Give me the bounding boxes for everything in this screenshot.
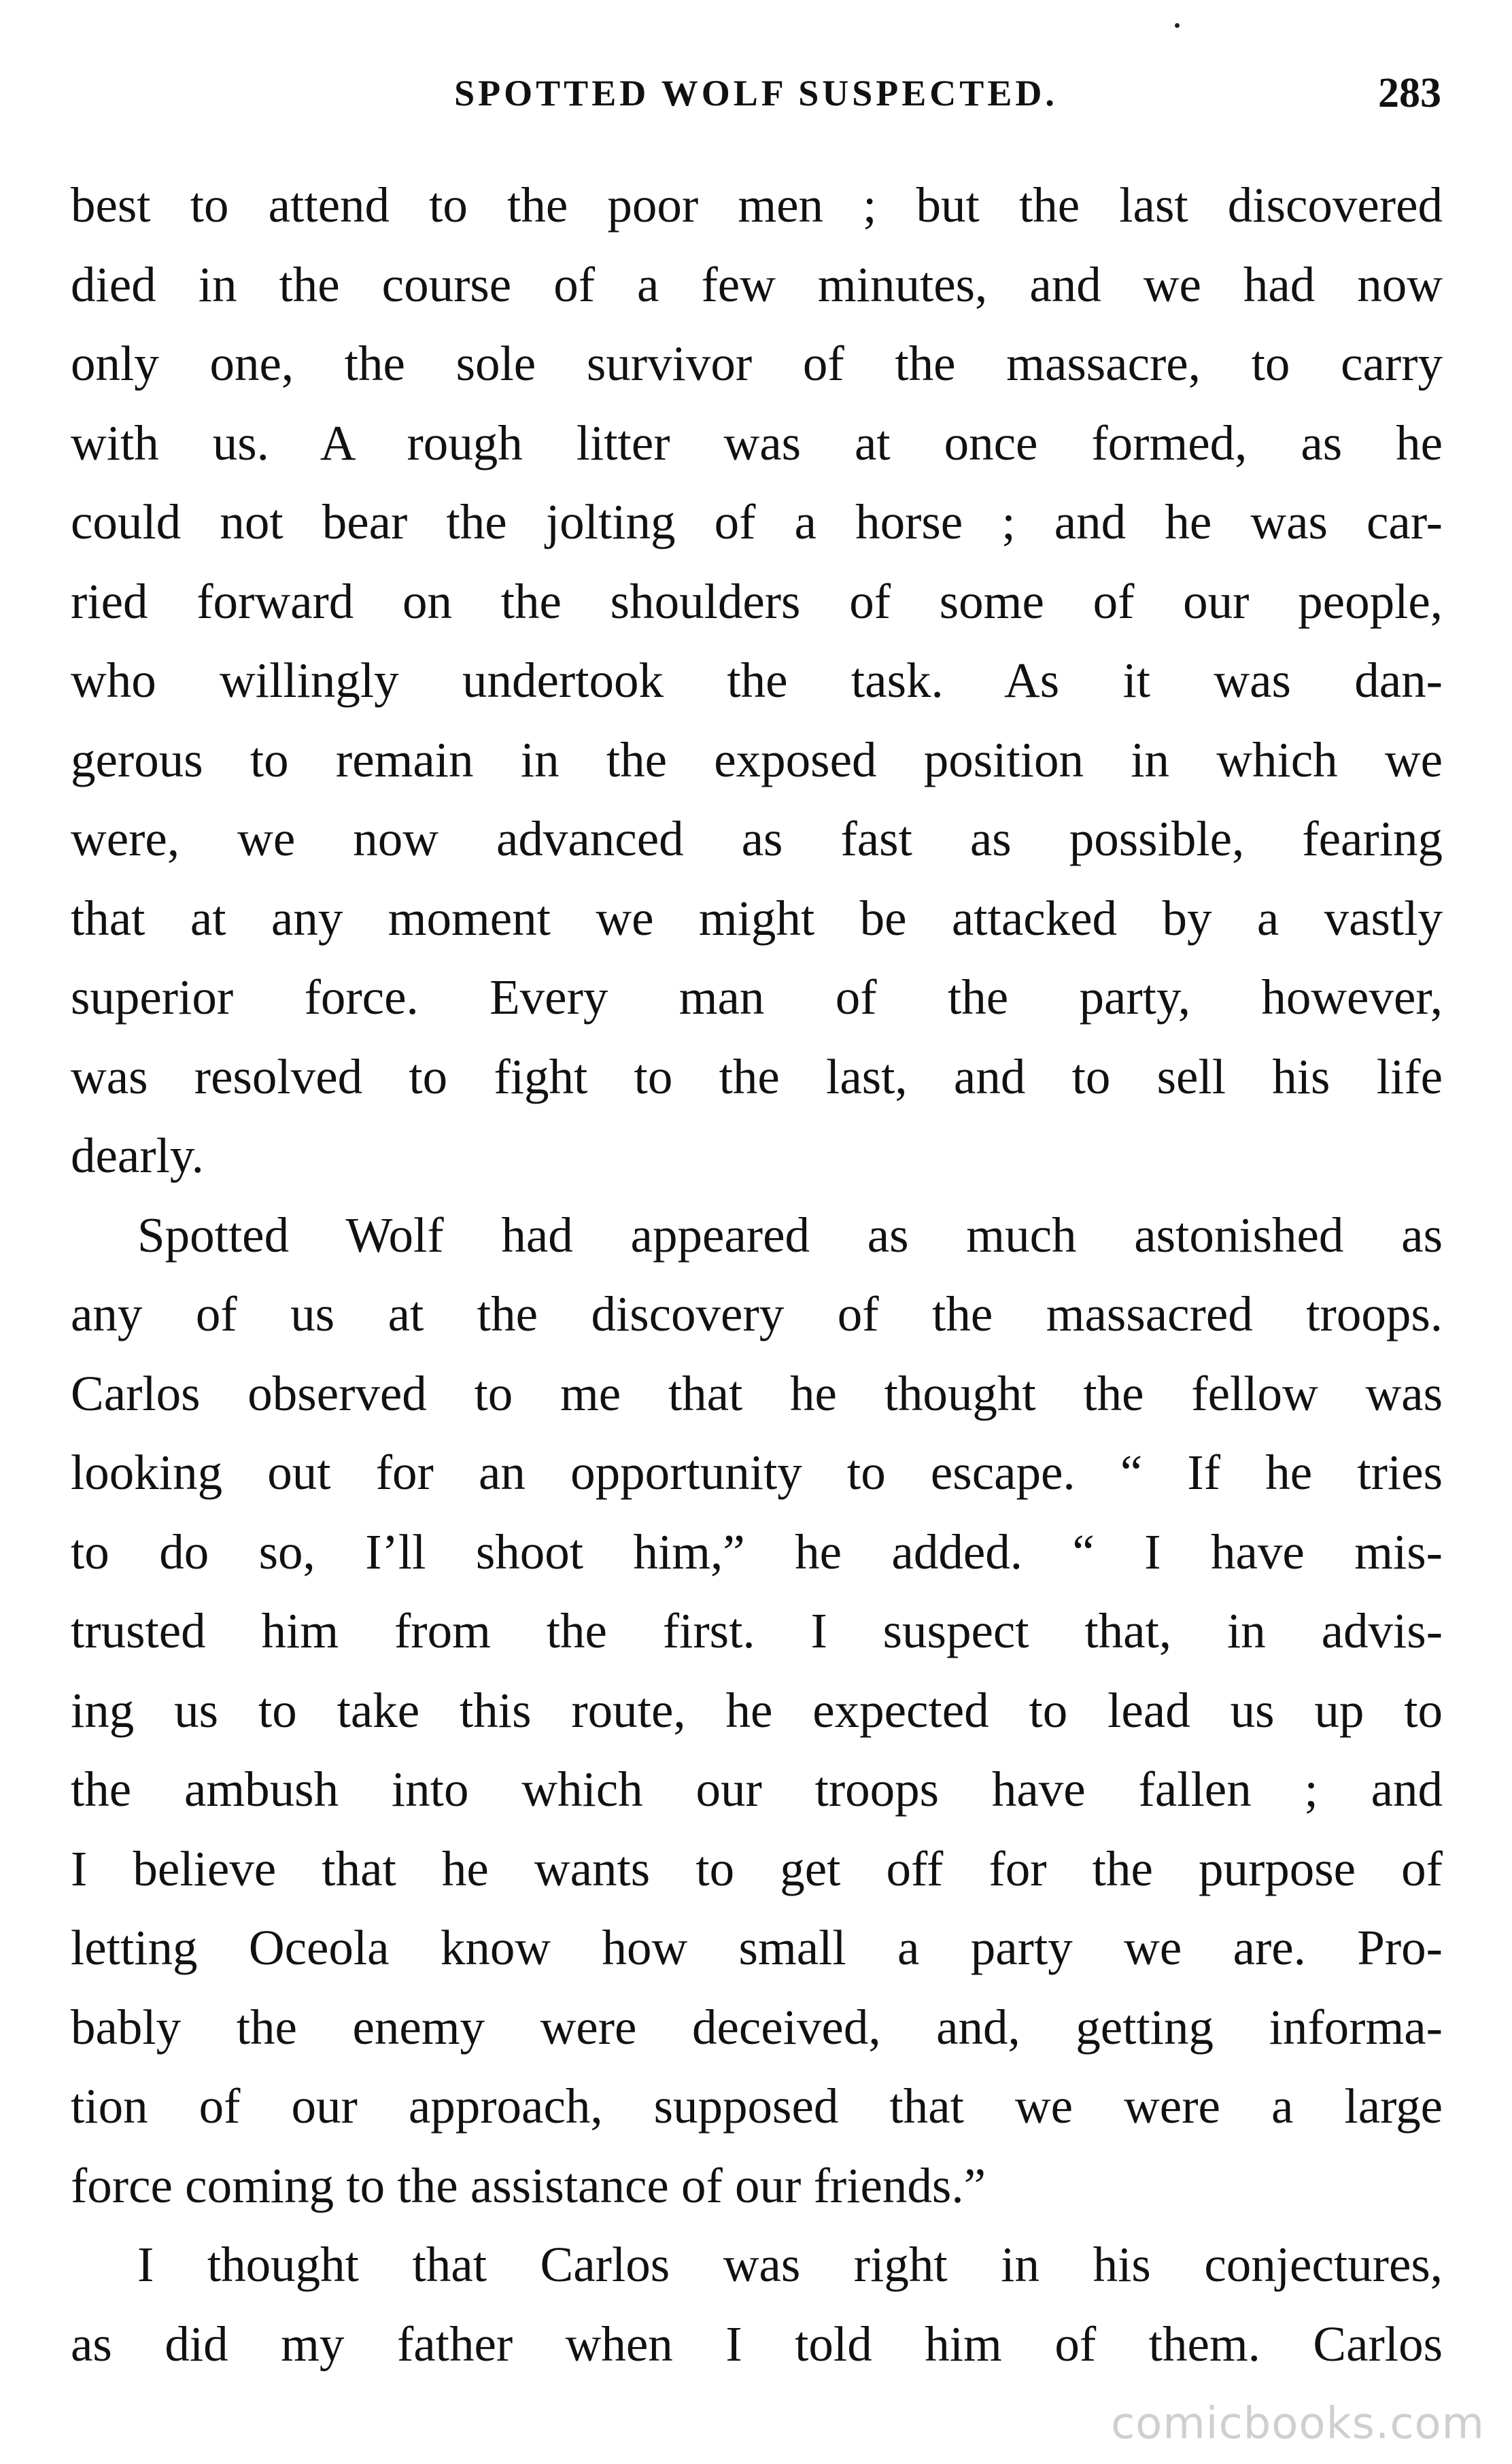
paragraph-start-line: Spotted Wolf had appeared as much astonished as bbox=[137, 1207, 1443, 1263]
text-line: ried forward on the shoulders of some of our people, bbox=[71, 573, 1443, 629]
body-text bbox=[71, 166, 1443, 2384]
watermark: comicbooks.com bbox=[1110, 2399, 1485, 2449]
running-title: SPOTTED WOLF SUSPECTED. bbox=[454, 73, 1058, 114]
paragraph-start-line: I thought that Carlos was right in his conjectures, bbox=[137, 2237, 1443, 2292]
paragraph-end-line: dearly. bbox=[71, 1128, 204, 1183]
text-line: only one, the sole survivor of the massacre, to carry bbox=[71, 336, 1443, 391]
text-line: trusted him from the first. I suspect that, in advis- bbox=[71, 1603, 1443, 1658]
ink-speck bbox=[1175, 23, 1180, 28]
text-line: that at any moment we might be attacked by a vastly bbox=[71, 890, 1443, 946]
text-line: best to attend to the poor men ; but the last discovered bbox=[71, 177, 1443, 233]
text-line: with us. A rough litter was at once formed, as he bbox=[71, 415, 1443, 470]
text-line: died in the course of a few minutes, and we had now bbox=[71, 256, 1443, 312]
text-line: superior force. Every man of the party, however, bbox=[71, 970, 1443, 1025]
text-line: looking out for an opportunity to escape. “ If he tries bbox=[71, 1445, 1443, 1500]
text-line: bably the enemy were deceived, and, getting informa- bbox=[71, 1999, 1443, 2055]
text-line: as did my father when I told him of them. Carlos bbox=[71, 2316, 1443, 2372]
text-line: tion of our approach, supposed that we were a large bbox=[71, 2078, 1443, 2134]
text-line: to do so, I’ll shoot him,” he added. “ I have mis- bbox=[71, 1524, 1443, 1579]
text-line: gerous to remain in the exposed position in which we bbox=[71, 732, 1443, 787]
text-line: the ambush into which our troops have fallen ; and bbox=[71, 1762, 1443, 1817]
text-line: could not bear the jolting of a horse ; and he was car- bbox=[71, 494, 1443, 549]
text-line: who willingly undertook the task. As it was dan- bbox=[71, 653, 1443, 708]
text-line: any of us at the discovery of the massacred troops. bbox=[71, 1286, 1443, 1341]
text-line: ing us to take this route, he expected to lead us up to bbox=[71, 1682, 1443, 1738]
text-line: was resolved to fight to the last, and to sell his life bbox=[71, 1048, 1443, 1104]
text-line: were, we now advanced as fast as possible, fearing bbox=[71, 811, 1443, 866]
paragraph-end-line: force coming to the assistance of our friends.” bbox=[71, 2157, 986, 2213]
text-line: I believe that he wants to get off for the purpose of bbox=[71, 1841, 1443, 1896]
text-line: Carlos observed to me that he thought the fellow was bbox=[71, 1365, 1443, 1421]
text-line: letting Oceola know how small a party we are. Pro- bbox=[71, 1920, 1443, 1975]
running-head bbox=[71, 63, 1441, 124]
page-number: 283 bbox=[1378, 70, 1441, 116]
